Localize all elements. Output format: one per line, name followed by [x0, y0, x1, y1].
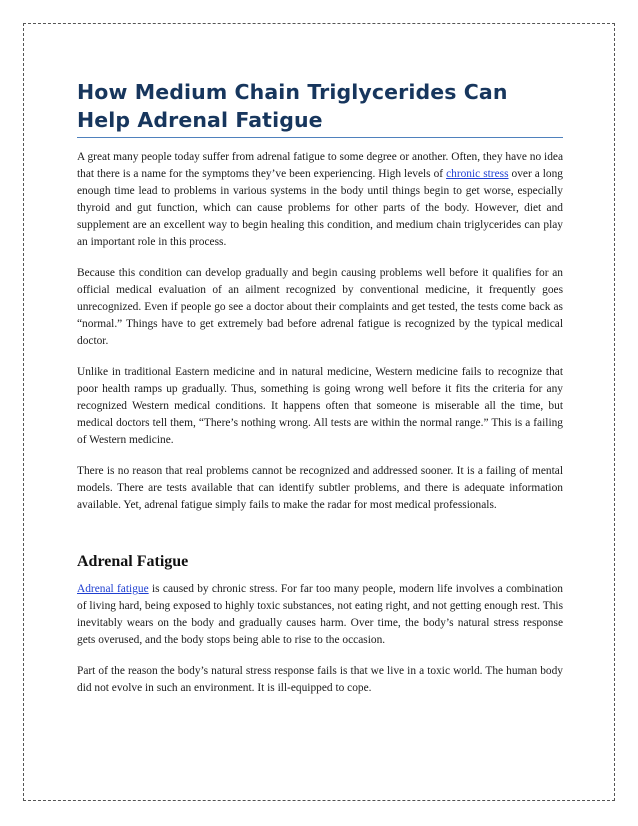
intro-paragraph-4: There is no reason that real problems cannot be recognized and addressed sooner. It is a failing of mental models. There are tests available that can identify subtler problems, and there is adequate information available. Yet, adrenal fatigue simply fails to make the radar for most medical professionals. — [77, 465, 563, 511]
intro-paragraph-3: Unlike in traditional Eastern medicine and in natural medicine, Western medicine fails to recognize that poor health ramps up gradually. Thus, something is going wrong well before it fits the criteria for any recognized Western medical conditions. It happens often that someone is miserable all the time, but medical doctors tell them, “There’s nothing wrong. All tests are within the normal range.” This is a failing of Western medicine. — [77, 366, 563, 446]
intro-paragraph-1 — [77, 149, 563, 251]
intro-paragraph-1-text-end: over a long enough time lead to problems in various systems in the body until things begin to get worse, especially thyroid and gut function, which can cause problems for other parts of the body. However, diet and supplement are an excellent way to begin healing this condition, and medium chain triglycerides can play an important role in this process. — [77, 168, 563, 248]
page-title: How Medium Chain Triglycerides Can Help Adrenal Fatigue — [77, 78, 563, 138]
section-paragraph-2: Part of the reason the body’s natural stress response fails is that we live in a toxic world. The human body did not evolve in such an environment. It is ill-equipped to cope. — [77, 665, 563, 694]
chronic-stress-link[interactable]: chronic stress — [446, 168, 509, 180]
section-heading-adrenal-fatigue: Adrenal Fatigue — [77, 553, 189, 570]
section-paragraph-1 — [77, 581, 563, 649]
adrenal-fatigue-link[interactable]: Adrenal fatigue — [77, 583, 149, 595]
section-paragraph-1-text: is caused by chronic stress. For far too many people, modern life involves a combination of living hard, being exposed to highly toxic substances, not eating right, and not getting enough rest. This inevitably wears on the body and gradually causes harm. Over time, the body’s natural stress response gets overused, and the body stops being able to rise to the occasion. — [77, 583, 563, 646]
intro-paragraph-2: Because this condition can develop gradually and begin causing problems well before it qualifies for an official medical evaluation of an ailment recognized by conventional medicine, it frequently goes unrecognized. Even if people go see a doctor about their complaints and get tested, the tests come back as “normal.” Things have to get extremely bad before adrenal fatigue is recognized by the typical medical doctor. — [77, 267, 563, 347]
intro-paragraph-1-text-start: A great many people today suffer from adrenal fatigue to some degree or another. Often, they have no idea that there is a name for the symptoms they’ve been experiencing. High levels of — [77, 151, 563, 180]
document-body — [77, 78, 563, 711]
